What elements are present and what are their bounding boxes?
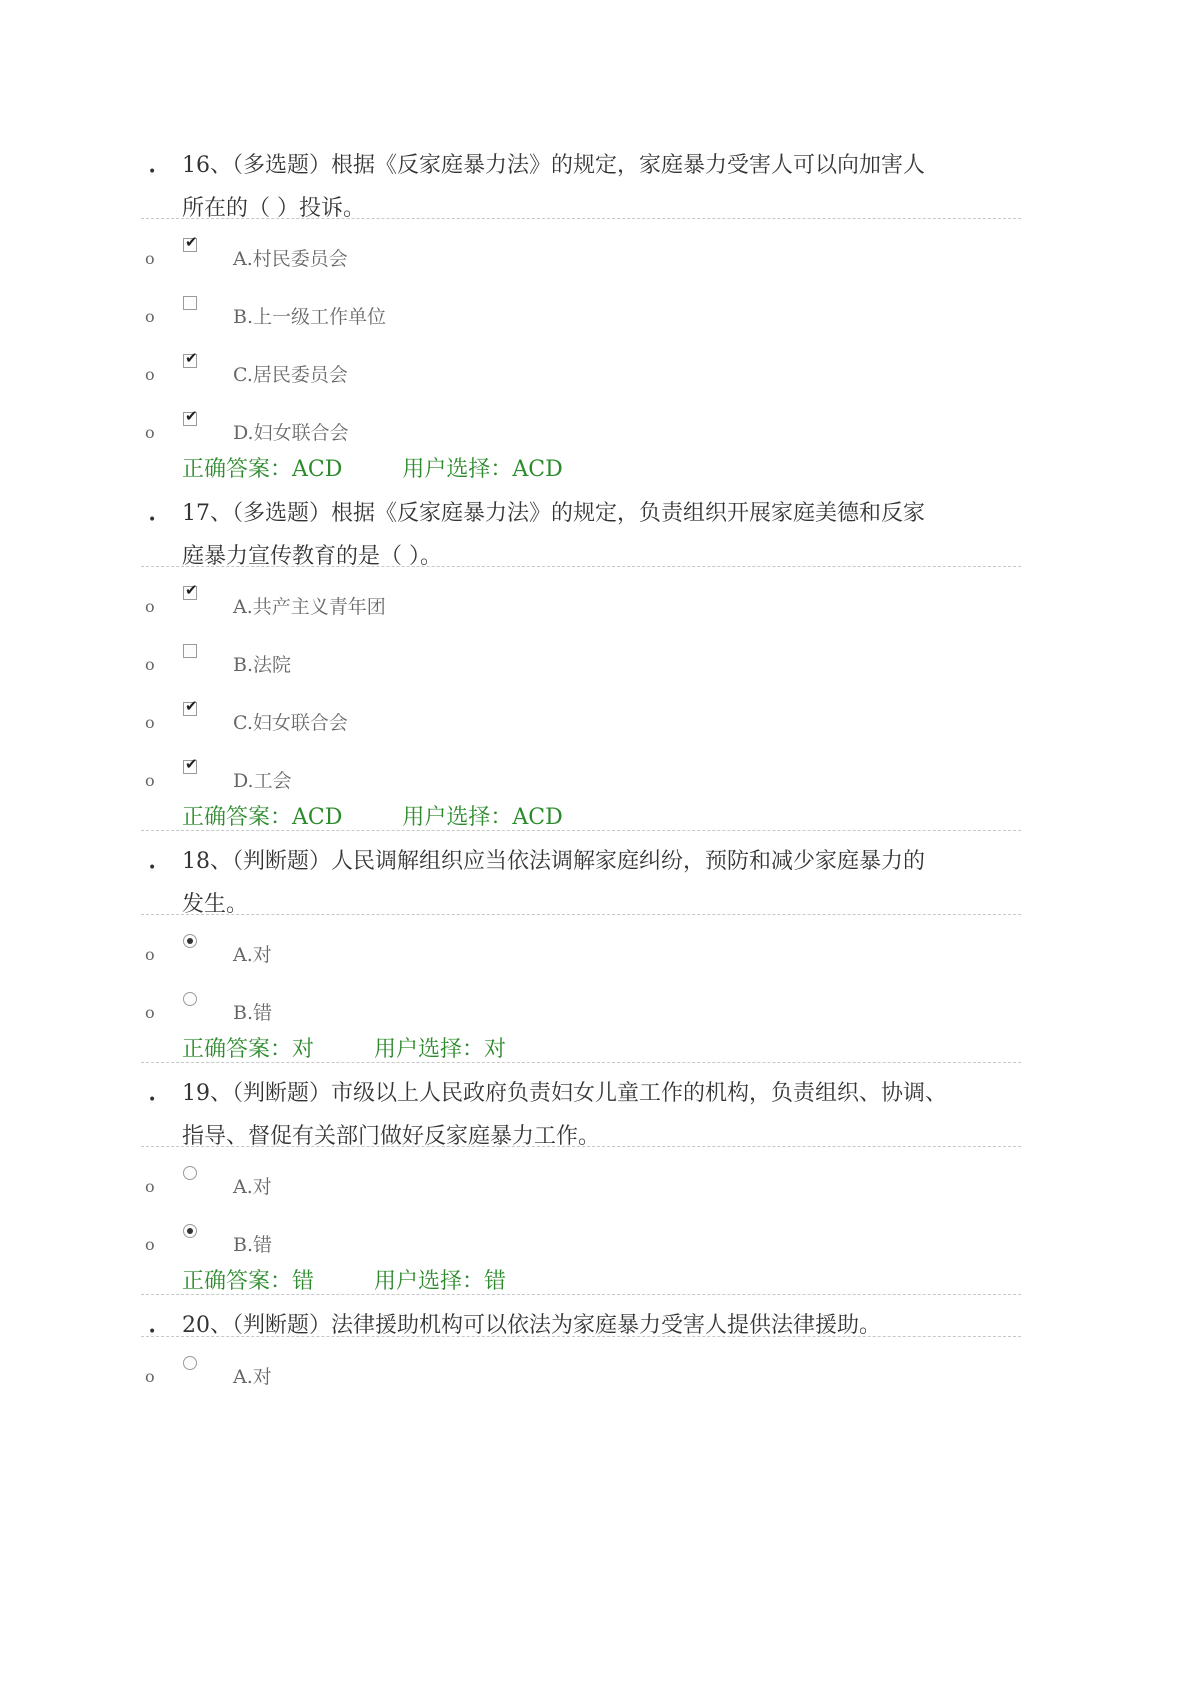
option-bullet: o bbox=[145, 713, 155, 732]
divider bbox=[141, 830, 1021, 831]
option-19a[interactable] bbox=[141, 1166, 741, 1206]
option-bullet: o bbox=[145, 249, 155, 268]
user-choice: 用户选择：错 bbox=[374, 1269, 507, 1294]
check-mark-icon: ✔ bbox=[185, 349, 198, 367]
correct-answer: 正确答案：错 bbox=[182, 1269, 315, 1294]
divider bbox=[141, 218, 1021, 219]
question-text-line2: 指导、督促有关部门做好反家庭暴力工作。 bbox=[182, 1124, 601, 1149]
question-text-line2: 庭暴力宣传教育的是（ ）。 bbox=[182, 544, 442, 569]
question-text-line1: 16、（多选题）根据《反家庭暴力法》的规定，家庭暴力受害人可以向加害人 bbox=[182, 153, 925, 178]
option-label: C.居民委员会 bbox=[233, 364, 348, 386]
divider bbox=[141, 1294, 1021, 1295]
question-bullet: • bbox=[148, 860, 157, 876]
option-20a[interactable] bbox=[141, 1356, 741, 1396]
radio-button[interactable] bbox=[183, 1166, 197, 1180]
option-bullet: o bbox=[145, 1367, 155, 1386]
option-bullet: o bbox=[145, 423, 155, 442]
option-bullet: o bbox=[145, 307, 155, 326]
checkbox[interactable] bbox=[183, 755, 198, 774]
radio-dot-icon bbox=[187, 1228, 193, 1234]
divider bbox=[141, 1336, 1021, 1337]
check-mark-icon: ✔ bbox=[185, 233, 198, 251]
option-18b[interactable] bbox=[141, 992, 741, 1032]
option-label: D.工会 bbox=[233, 770, 292, 792]
answer-line-18 bbox=[182, 1032, 506, 1063]
option-bullet: o bbox=[145, 1003, 155, 1022]
option-label: B.错 bbox=[233, 1002, 273, 1024]
option-17a[interactable] bbox=[141, 581, 741, 626]
correct-answer: 正确答案：对 bbox=[182, 1037, 315, 1062]
question-bullet: • bbox=[148, 1092, 157, 1108]
answer-line-16 bbox=[182, 452, 563, 483]
user-choice: 用户选择：ACD bbox=[402, 805, 563, 830]
radio-dot-icon bbox=[187, 938, 193, 944]
divider bbox=[141, 566, 1021, 567]
option-17d[interactable] bbox=[141, 755, 741, 800]
divider bbox=[141, 1062, 1021, 1063]
divider bbox=[141, 914, 1021, 915]
radio-button[interactable] bbox=[183, 1356, 197, 1370]
option-label: A.村民委员会 bbox=[233, 248, 348, 270]
check-mark-icon: ✔ bbox=[185, 581, 198, 599]
question-bullet: • bbox=[148, 512, 157, 528]
check-mark-icon: ✔ bbox=[185, 697, 198, 715]
option-bullet: o bbox=[145, 1235, 155, 1254]
option-label: B.法院 bbox=[233, 654, 292, 676]
answer-line-19 bbox=[182, 1264, 506, 1295]
option-bullet: o bbox=[145, 365, 155, 384]
option-label: A.对 bbox=[233, 1366, 272, 1388]
question-text-line2: 发生。 bbox=[182, 892, 249, 917]
option-19b[interactable] bbox=[141, 1224, 741, 1264]
option-bullet: o bbox=[145, 771, 155, 790]
question-bullet: • bbox=[148, 1324, 157, 1340]
option-label: B.错 bbox=[233, 1234, 273, 1256]
user-choice: 用户选择：对 bbox=[374, 1037, 507, 1062]
checkbox[interactable] bbox=[183, 233, 198, 252]
option-label: D.妇女联合会 bbox=[233, 422, 349, 444]
option-17b[interactable] bbox=[141, 644, 741, 684]
option-bullet: o bbox=[145, 655, 155, 674]
option-16a[interactable] bbox=[141, 233, 741, 278]
user-choice: 用户选择：ACD bbox=[402, 457, 563, 482]
option-label: A.对 bbox=[233, 944, 272, 966]
radio-button[interactable] bbox=[183, 992, 197, 1006]
checkbox[interactable] bbox=[183, 644, 197, 658]
radio-button[interactable] bbox=[183, 934, 197, 948]
option-label: C.妇女联合会 bbox=[233, 712, 348, 734]
question-bullet: • bbox=[148, 164, 157, 180]
correct-answer: 正确答案：ACD bbox=[182, 805, 343, 830]
divider bbox=[141, 1146, 1021, 1147]
option-18a[interactable] bbox=[141, 934, 741, 974]
answer-line-17 bbox=[182, 800, 563, 831]
check-mark-icon: ✔ bbox=[185, 755, 198, 773]
question-text-line1: 19、（判断题）市级以上人民政府负责妇女儿童工作的机构，负责组织、协调、 bbox=[182, 1081, 947, 1106]
checkbox[interactable] bbox=[183, 296, 197, 310]
check-mark-icon: ✔ bbox=[185, 407, 198, 425]
question-text-line2: 所在的（ ）投诉。 bbox=[182, 196, 365, 221]
option-bullet: o bbox=[145, 597, 155, 616]
question-text-line1: 18、（判断题）人民调解组织应当依法调解家庭纠纷，预防和减少家庭暴力的 bbox=[182, 849, 925, 874]
option-bullet: o bbox=[145, 945, 155, 964]
checkbox[interactable] bbox=[183, 349, 198, 368]
option-label: A.对 bbox=[233, 1176, 272, 1198]
option-16d[interactable] bbox=[141, 407, 741, 452]
question-text-line1: 17、（多选题）根据《反家庭暴力法》的规定，负责组织开展家庭美德和反家 bbox=[182, 501, 925, 526]
option-16c[interactable] bbox=[141, 349, 741, 394]
option-17c[interactable] bbox=[141, 697, 741, 742]
correct-answer: 正确答案：ACD bbox=[182, 457, 343, 482]
checkbox[interactable] bbox=[183, 697, 198, 716]
option-bullet: o bbox=[145, 1177, 155, 1196]
option-16b[interactable] bbox=[141, 296, 741, 336]
checkbox[interactable] bbox=[183, 407, 198, 426]
radio-button[interactable] bbox=[183, 1224, 197, 1238]
checkbox[interactable] bbox=[183, 581, 198, 600]
option-label: B.上一级工作单位 bbox=[233, 306, 387, 328]
option-label: A.共产主义青年团 bbox=[233, 596, 386, 618]
question-text-line1: 20、（判断题）法律援助机构可以依法为家庭暴力受害人提供法律援助。 bbox=[182, 1313, 881, 1338]
